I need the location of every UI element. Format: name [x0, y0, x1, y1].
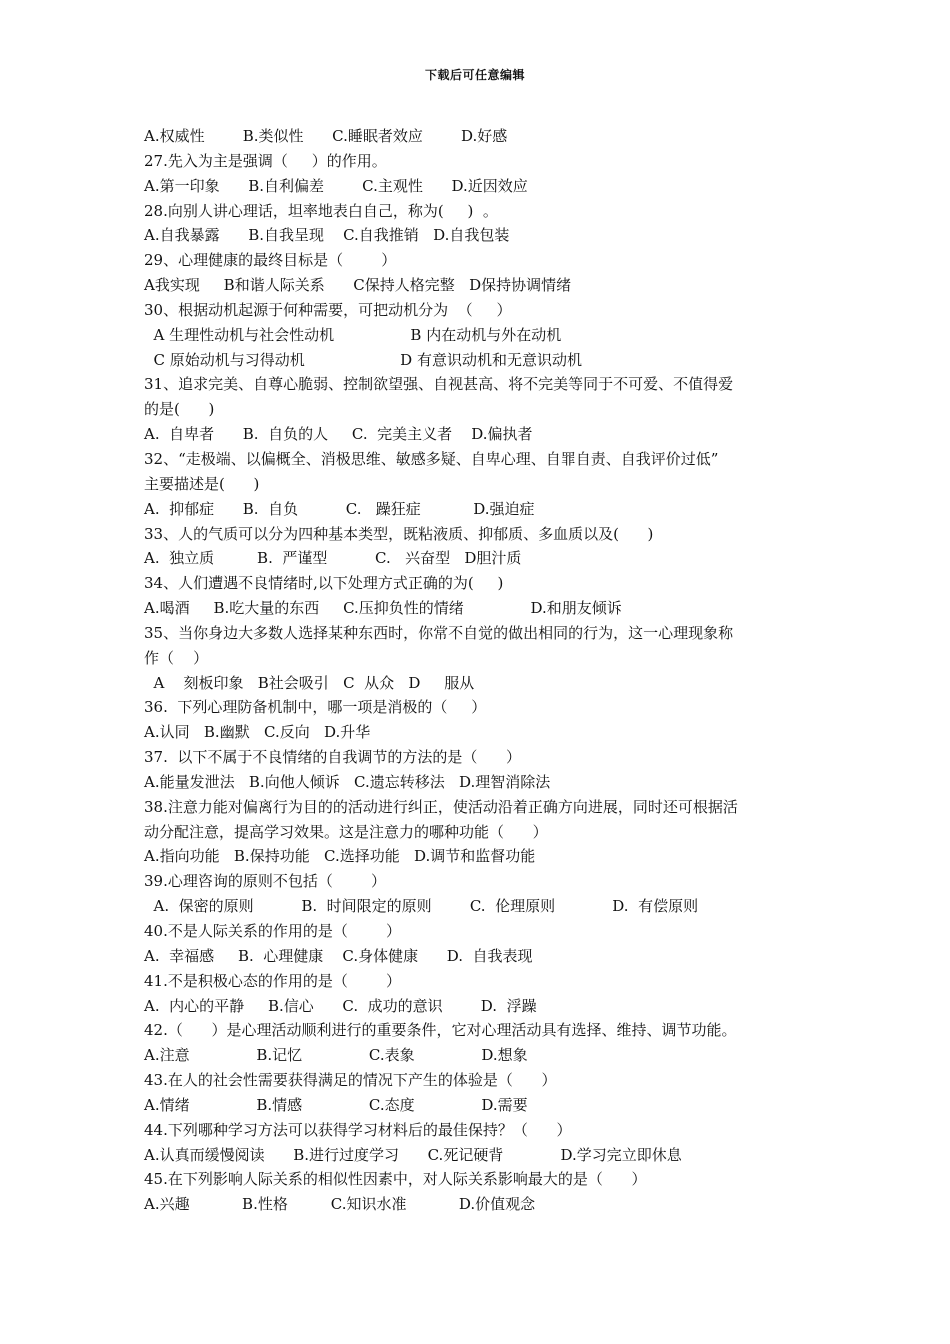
- question-43: 43.在人的社会性需要获得满足的情况下产生的体验是（ ）: [144, 1071, 557, 1090]
- question-35-continued: 作（ ）: [144, 648, 209, 667]
- answer-options: A我实现 B和谐人际关系 C保持人格完整 D保持协调情绪: [144, 276, 572, 295]
- question-38-continued: 动分配注意，提高学习效果。这是注意力的哪种功能（ ）: [144, 822, 548, 841]
- question-33: 33、人的气质可以分为四种基本类型，既粘液质、抑郁质、多血质以及( ): [144, 524, 654, 543]
- answer-options: A 刻板印象 B社会吸引 C 从众 D 服从: [144, 673, 475, 692]
- question-31: 31、追求完美、自尊心脆弱、控制欲望强、自视甚高、将不完美等同于不可爱、不值得爱: [144, 375, 734, 394]
- question-39: 39.心理咨询的原则不包括（ ）: [144, 872, 387, 891]
- question-41: 41.不是积极心态的作用的是（ ）: [144, 971, 402, 990]
- answer-options: A 生理性动机与社会性动机 B 内在动机与外在动机: [144, 325, 562, 344]
- answer-options: A. 保密的原则 B. 时间限定的原则 C. 伦理原则 D. 有偿原则: [144, 897, 699, 916]
- question-40: 40.不是人际关系的作用的是（ ）: [144, 922, 402, 940]
- question-list: [144, 124, 824, 1217]
- page-header: 下载后可任意编辑: [424, 68, 525, 82]
- question-35: 35、当你身边大多数人选择某种东西时，你常不自觉的做出相同的行为，这一心理现象称: [144, 623, 734, 642]
- answer-options: A. 内心的平静 B.信心 C. 成功的意识 D. 浮躁: [144, 996, 537, 1015]
- answer-options: A.自我暴露 B.自我呈现 C.自我推销 D.自我包装: [144, 226, 510, 245]
- question-44: 44.下列哪种学习方法可以获得学习材料后的最佳保持？（ ）: [144, 1120, 572, 1139]
- answer-options: A.权威性 B.类似性 C.睡眠者效应 D.好感: [144, 127, 508, 145]
- answer-options: A.能量发泄法 B.向他人倾诉 C.遗忘转移法 D.理智消除法: [144, 772, 551, 791]
- answer-options: A.情绪 B.情感 C.态度 D.需要: [144, 1095, 528, 1114]
- answer-options: A.注意 B.记忆 C.表象 D.想象: [144, 1046, 528, 1065]
- question-32: 32、“走极端、以偏概全、消极思维、敏感多疑、自卑心理、自罪自责、自我评价过低”: [144, 449, 719, 468]
- question-29: 29、心理健康的最终目标是（ ）: [144, 251, 397, 270]
- answer-options: A.第一印象 B.自利偏差 C.主观性 D.近因效应: [144, 176, 528, 195]
- answer-options: A. 幸福感 B. 心理健康 C.身体健康 D. 自我表现: [144, 946, 533, 965]
- answer-options: A. 自卑者 B. 自负的人 C. 完美主义者 D.偏执者: [144, 425, 533, 444]
- question-28: 28.向别人讲心理话，坦率地表白自己，称为( ) 。: [144, 201, 498, 220]
- answer-options: C 原始动机与习得动机 D 有意识动机和无意识动机: [144, 350, 582, 369]
- answer-options: A.指向功能 B.保持功能 C.选择功能 D.调节和监督功能: [144, 847, 536, 866]
- answer-options: A.兴趣 B.性格 C.知识水准 D.价值观念: [144, 1195, 536, 1214]
- answer-options: A.认真而缓慢阅读 B.进行过度学习 C.死记硬背 D.学习完立即休息: [144, 1145, 682, 1164]
- question-36: 36. 下列心理防备机制中，哪一项是消极的（ ）: [144, 698, 487, 717]
- question-30: 30、根据动机起源于何种需要，可把动机分为 （ ）: [144, 300, 512, 319]
- answer-options: A. 独立质 B. 严谨型 C. 兴奋型 D胆汁质: [144, 549, 522, 568]
- question-31-continued: 的是( ): [144, 400, 215, 419]
- answer-options: A.喝酒 B.吃大量的东西 C.压抑负性的情绪 D.和朋友倾诉: [144, 599, 622, 618]
- answer-options: A. 抑郁症 B. 自负 C. 躁狂症 D.强迫症: [144, 499, 535, 518]
- question-37: 37. 以下不属于不良情绪的自我调节的方法的是（ ）: [144, 748, 522, 767]
- question-45: 45.在下列影响人际关系的相似性因素中，对人际关系影响最大的是（ ）: [144, 1170, 647, 1189]
- question-38: 38.注意力能对偏离行为目的的活动进行纠正，使活动沿着正确方向进展，同时还可根据活: [144, 797, 738, 816]
- question-32-continued: 主要描述是( ): [144, 474, 260, 493]
- answer-options: A.认同 B.幽默 C.反向 D.升华: [144, 723, 371, 742]
- question-42: 42.（ ）是心理活动顺利进行的重要条件，它对心理活动具有选择、维持、调节功能。: [144, 1021, 737, 1040]
- question-27: 27.先入为主是强调（ ）的作用。: [144, 151, 387, 170]
- question-34: 34、人们遭遇不良情绪时,以下处理方式正确的为( ): [144, 574, 504, 593]
